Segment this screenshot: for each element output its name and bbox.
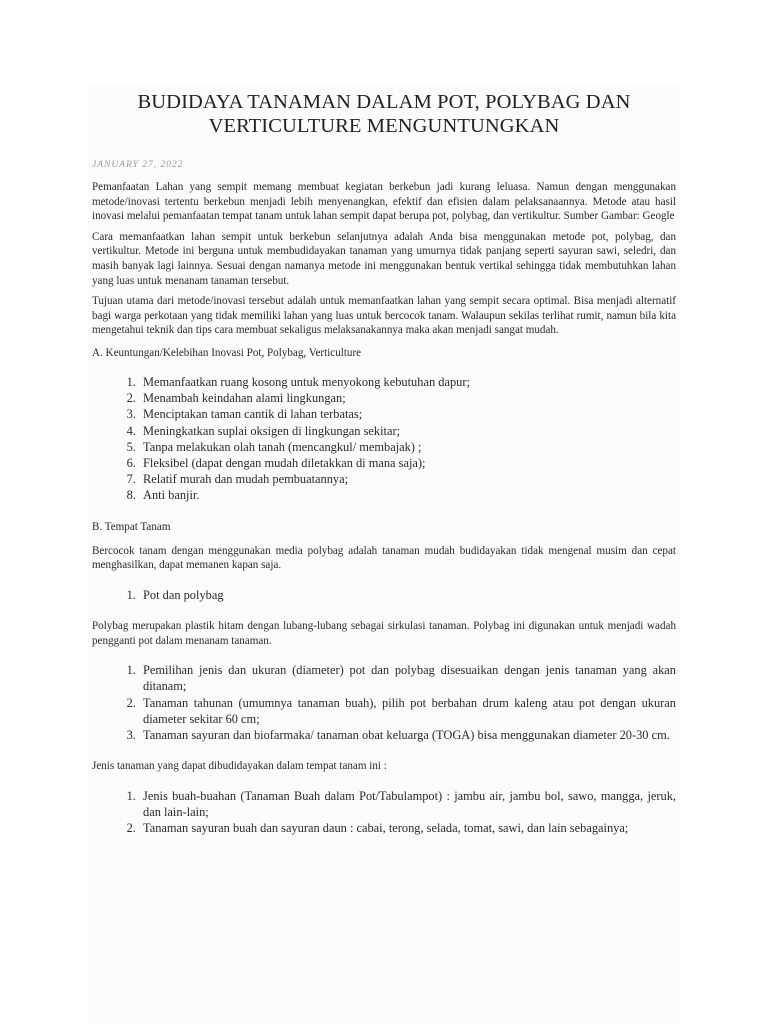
- paragraph-polybag: Polybag merupakan plastik hitam dengan lubang-lubang sebagai sirkulasi tanaman. Polybag ini digunakan untuk menjadi wadah pengganti pot dalam menanam tanaman.: [92, 619, 676, 647]
- list-item: 3. Menciptakan taman cantik di lahan terbatas;: [139, 406, 676, 422]
- list-item: 8. Anti banjir.: [139, 487, 676, 503]
- paragraph-plant-types: Jenis tanaman yang dapat dibudidayakan dalam tempat tanam ini :: [92, 760, 387, 773]
- list-item: 7. Relatif murah dan mudah pembuatannya;: [139, 471, 676, 487]
- paragraph-intro: Pemanfaatan Lahan yang sempit memang membuat kegiatan berkebun jadi kurang leluasa. Namun dengan menggunakan metode/inovasi tertentu berkebun menjadi lebih menyenangkan, efektif dan efisien dalam pelaksanaannya. Metode atau hasil inovasi melalui pemanfaatan tempat tanam untuk lahan sempit dapat berupa pot, polybag, dan vertikultur. Sumber Gambar: Geogle: [92, 181, 676, 223]
- list-item: 1. Pemilihan jenis dan ukuran (diameter) pot dan polybag disesuaikan dengan jenis tanaman yang akan ditanam;: [139, 662, 676, 694]
- sub-section-list: [92, 587, 676, 603]
- article-title: BUDIDAYA TANAMAN DALAM POT, POLYBAG DAN VERTICULTURE MENGUNTUNGKAN: [137, 91, 631, 137]
- list-item: 4. Meningkatkan suplai oksigen di lingkungan sekitar;: [139, 423, 676, 439]
- list-item: 5. Tanpa melakukan olah tanah (mencangkul/ membajak) ;: [139, 439, 676, 455]
- list-item: 1. Jenis buah-buahan (Tanaman Buah dalam Pot/Tabulampot) : jambu air, jambu bol, sawo, mangga, jeruk, dan lain-lain;: [139, 788, 676, 820]
- list-item: 2. Tanaman tahunan (umumnya tanaman buah), pilih pot berbahan drum kaleng atau pot dengan ukuran diameter sekitar 60 cm;: [139, 695, 676, 727]
- list-item: 1. Pot dan polybag: [139, 587, 676, 603]
- article-date: JANUARY 27, 2022: [92, 160, 184, 170]
- document-page: [88, 84, 680, 1024]
- pot-guidelines-list: [92, 662, 676, 743]
- list-item: 2. Menambah keindahan alami lingkungan;: [139, 390, 676, 406]
- list-item: 6. Fleksibel (dapat dengan mudah diletakkan di mana saja);: [139, 455, 676, 471]
- advantages-list: [92, 374, 676, 504]
- paragraph-tempat-tanam: Bercocok tanam dengan menggunakan media polybag adalah tanaman mudah budidayakan tidak mengenal musim dan cepat menghasilkan, dapat memanen kapan saja.: [92, 544, 676, 572]
- section-a-heading: A. Keuntungan/Kelebihan Inovasi Pot, Polybag, Verticulture: [92, 346, 362, 359]
- list-item: 3. Tanaman sayuran dan biofarmaka/ tanaman obat keluarga (TOGA) bisa menggunakan diameter 20-30 cm.: [139, 727, 676, 743]
- paragraph-method: Cara memanfaatkan lahan sempit untuk berkebun selanjutnya adalah Anda bisa menggunakan metode pot, polybag, dan vertikultur. Metode ini berguna untuk membudidayakan tanaman yang umurnya tidak panjang seperti sayuran sawi, seledri, dan masih banyak lagi lainnya. Sesuai dengan namanya metode ini menggunakan bentuk vertikal sehingga tidak membutuhkan lahan yang luas untuk menanam tanaman tersebut.: [92, 230, 676, 287]
- list-item: 1. Memanfaatkan ruang kosong untuk menyokong kebutuhan dapur;: [139, 374, 676, 390]
- plant-types-list: [92, 788, 676, 837]
- list-item: 2. Tanaman sayuran buah dan sayuran daun : cabai, terong, selada, tomat, sawi, dan lain sebagainya;: [139, 820, 676, 836]
- section-b-heading: B. Tempat Tanam: [92, 520, 171, 533]
- paragraph-purpose: Tujuan utama dari metode/inovasi tersebut adalah untuk memanfaatkan lahan yang sempit secara optimal. Bisa menjadi alternatif bagi warga perkotaan yang tidak memiliki lahan yang luas untuk bercocok tanam. Walaupun sekilas terlihat rumit, namun bila kita mengetahui teknik dan tips cara membuat sekaligus melaksanakannya maka akan menjadi sangat mudah.: [92, 295, 676, 337]
